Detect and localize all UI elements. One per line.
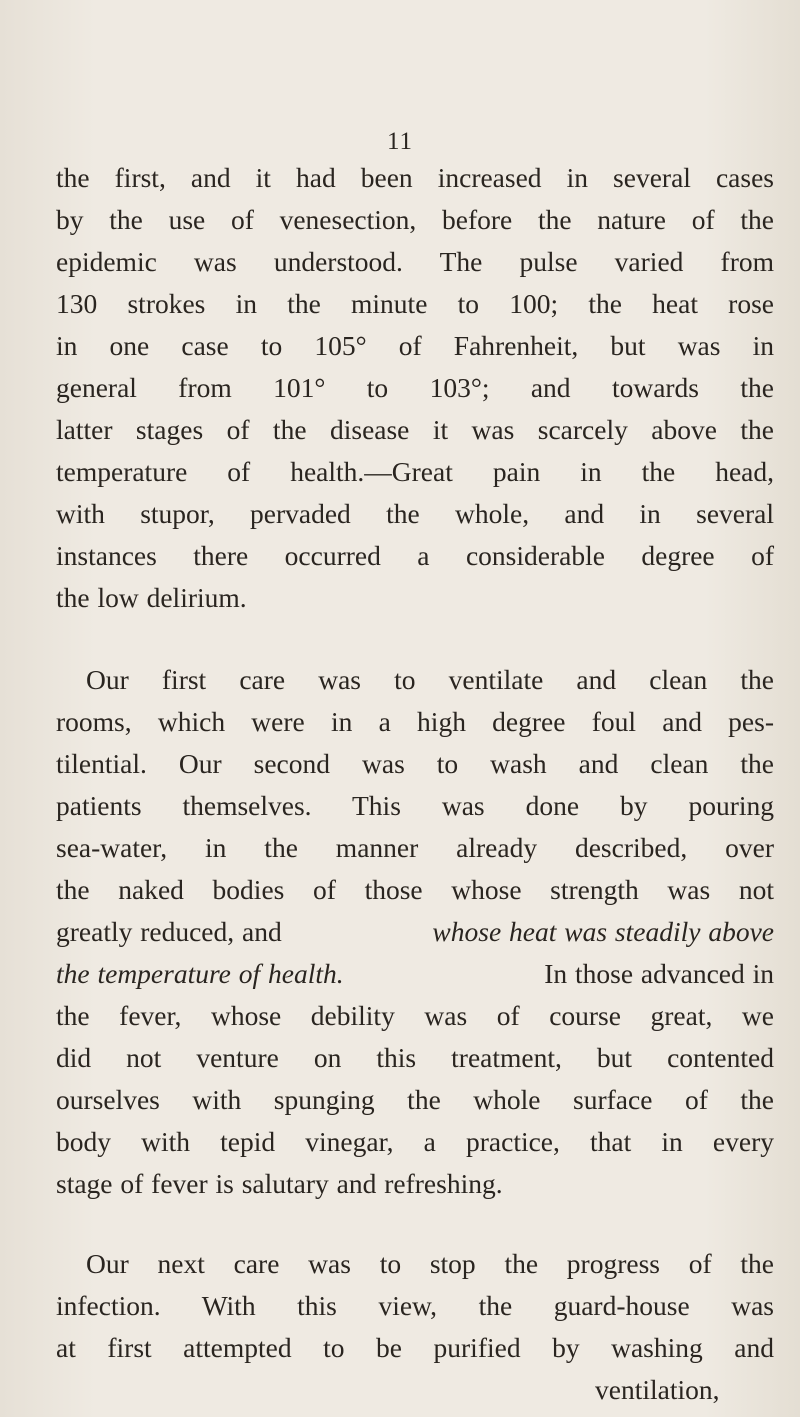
italic-text-run: whose heat was steadily above (432, 916, 774, 947)
text-line: Our next care was to stop the progress of the (86, 1248, 774, 1279)
text-line: ventilation, (595, 1374, 720, 1405)
text-line: ourselves with spunging the whole surface of the (56, 1084, 774, 1115)
text-line: general from 101° to 103°; and towards the (56, 372, 774, 403)
text-line: did not venture on this treatment, but contented (56, 1042, 774, 1073)
text-line: tilential. Our second was to wash and clean the (56, 748, 774, 779)
text-line: the first, and it had been increased in several cases (56, 162, 774, 193)
text-line (56, 914, 774, 950)
text-line: with stupor, pervaded the whole, and in several (56, 498, 774, 529)
text-line: sea-water, in the manner already described, over (56, 832, 774, 863)
text-line: the fever, whose debility was of course great, we (56, 1000, 774, 1031)
text-line: in one case to 105° of Fahrenheit, but was in (56, 330, 774, 361)
text-run: In those advanced in (536, 958, 774, 989)
text-line: Our first care was to ventilate and clean the (86, 664, 774, 695)
text-run: greatly reduced, and (56, 916, 290, 947)
text-line: by the use of venesection, before the nature of the (56, 204, 774, 235)
text-line: rooms, which were in a high degree foul and pes- (56, 706, 774, 737)
text-line: the low delirium. (56, 582, 247, 613)
page-number: 11 (386, 128, 414, 155)
text-line: temperature of health.—Great pain in the head, (56, 456, 774, 487)
text-line: the naked bodies of those whose strength was not (56, 874, 774, 905)
text-line: instances there occurred a considerable degree of (56, 540, 774, 571)
text-line (56, 956, 774, 992)
text-line: infection. With this view, the guard-house was (56, 1290, 774, 1321)
text-line: 130 strokes in the minute to 100; the heat rose (56, 288, 774, 319)
text-line: latter stages of the disease it was scarcely above the (56, 414, 774, 445)
text-line: body with tepid vinegar, a practice, that in every (56, 1126, 774, 1157)
text-line: patients themselves. This was done by pouring (56, 790, 774, 821)
text-line: epidemic was understood. The pulse varied from (56, 246, 774, 277)
italic-text-run: the temperature of health. (56, 958, 344, 989)
text-line: stage of fever is salutary and refreshing. (56, 1168, 503, 1199)
text-line: at first attempted to be purified by washing and (56, 1332, 774, 1363)
